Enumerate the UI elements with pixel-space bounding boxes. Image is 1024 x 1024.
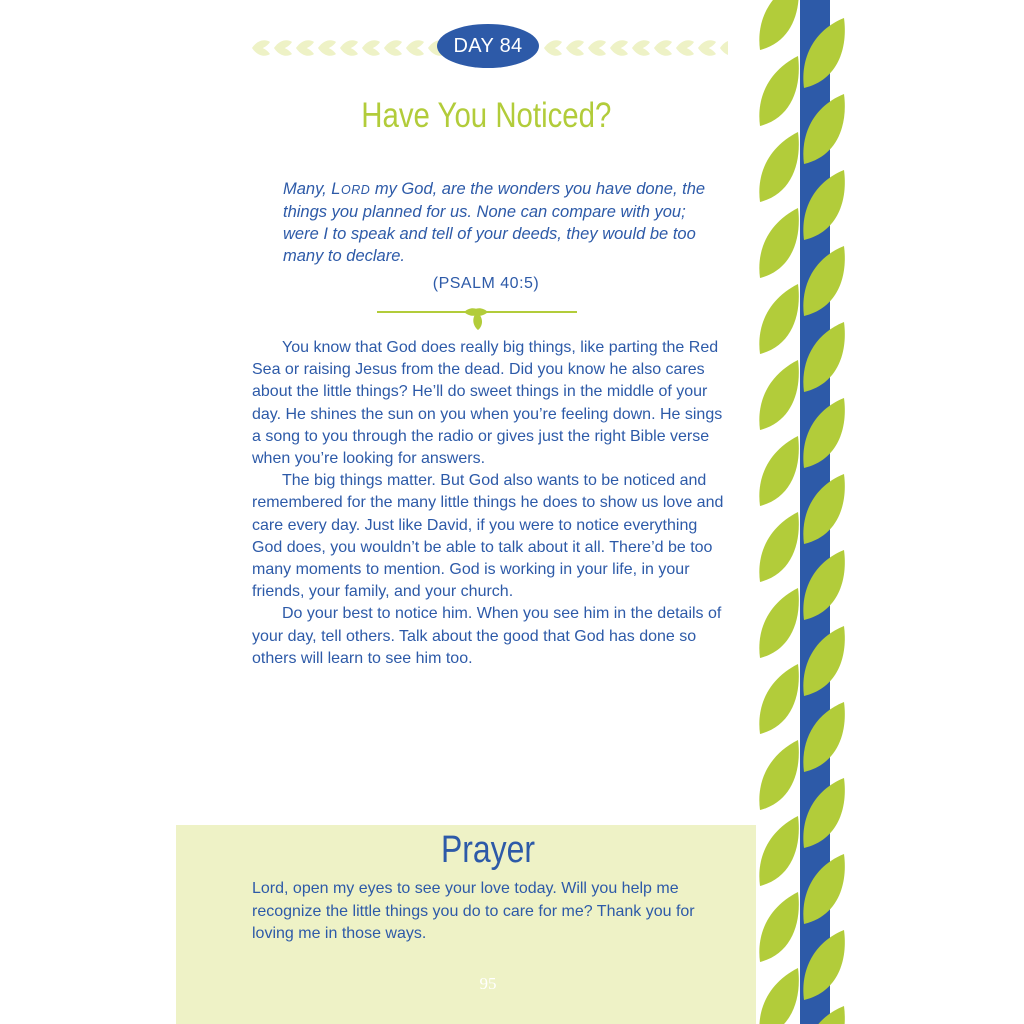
scripture-verse: [283, 178, 713, 267]
vine-leaf-icon: [759, 208, 799, 278]
laurel-leaf-icon: [654, 47, 672, 56]
vine-leaf-icon: [759, 588, 799, 658]
lord-initial: L: [331, 180, 341, 198]
laurel-leaf-icon: [588, 47, 606, 56]
leaf-sprig-divider: [377, 302, 577, 332]
vine-leaf-icon: [759, 0, 799, 50]
vine-leaf-icon: [759, 740, 799, 810]
vine-leaf-icon: [759, 132, 799, 202]
page-title: Have You Noticed?: [361, 96, 612, 135]
laurel-leaf-icon: [676, 47, 694, 56]
verse-start: Many,: [283, 180, 332, 198]
vine-border: [756, 0, 848, 1024]
laurel-leaf-icon: [252, 47, 270, 56]
body-paragraph: The big things matter. But God also wants to be noticed and remembered for the many little things he does to show us love and care every day. Just like David, if you were to notice everything God does, you wouldn’t be able to talk about it all. There’d be too many moments to mention. God is working in your life, in your friends, your family, and your church.: [252, 472, 724, 601]
vine-leaf-icon: [759, 436, 799, 506]
laurel-leaf-icon: [274, 47, 292, 56]
page-number: 95: [479, 974, 497, 993]
laurel-leaf-icon: [566, 47, 584, 56]
verse-rest: my God, are the wonders you have done, the things you planned for us. None can compare with you; were I to speak and tell of your deeds, they would be too many to declare.: [283, 180, 706, 265]
vine-leaf-icon: [759, 512, 799, 582]
laurel-leaf-icon: [720, 47, 728, 56]
lord-rest: ORD: [340, 183, 371, 197]
prayer-title: Prayer: [440, 829, 536, 871]
vine-leaf-icon: [759, 56, 799, 126]
laurel-leaf-icon: [406, 47, 424, 56]
vine-border-art: [756, 0, 848, 1024]
laurel-leaf-icon: [384, 47, 402, 56]
laurel-leaf-icon: [340, 47, 358, 56]
laurel-leaf-icon: [296, 47, 314, 56]
body-paragraph: You know that God does really big things, like parting the Red Sea or raising Jesus from the dead. Did you know he also cares about the little things? He’ll do sweet things in the middle of your day. He shines the sun on you when you’re feeling down. He sings a song to you through the radio or gives just the right Bible verse when you’re looking for answers.: [252, 339, 723, 468]
vine-leaf-icon: [759, 284, 799, 354]
vine-leaf-icon: [759, 892, 799, 962]
body-paragraph: Do your best to notice him. When you see him in the details of your day, tell others. Talk about the good that God has done so others will learn to see him too.: [252, 605, 722, 667]
vine-leaf-icon: [759, 968, 799, 1024]
laurel-leaf-icon: [544, 47, 562, 56]
verse-lord-smallcaps: [331, 180, 371, 198]
vine-leaf-icon: [759, 360, 799, 430]
day-header: [250, 24, 728, 68]
vine-leaf-icon: [759, 664, 799, 734]
book-page: [176, 0, 848, 1024]
vine-leaf-icon: [759, 816, 799, 886]
laurel-leaf-icon: [362, 47, 380, 56]
prayer-text: Lord, open my eyes to see your love today. Will you help me recognize the little things you do to care for me? Thank you for loving me in those ways.: [252, 880, 695, 942]
day-badge: DAY 84: [437, 24, 539, 68]
laurel-leaf-icon: [318, 47, 336, 56]
laurel-leaf-icon: [632, 47, 650, 56]
devotional-body: [252, 337, 730, 670]
laurel-leaf-icon: [610, 47, 628, 56]
verse-reference: (PSALM 40:5): [432, 275, 540, 292]
laurel-leaf-icon: [698, 47, 716, 56]
